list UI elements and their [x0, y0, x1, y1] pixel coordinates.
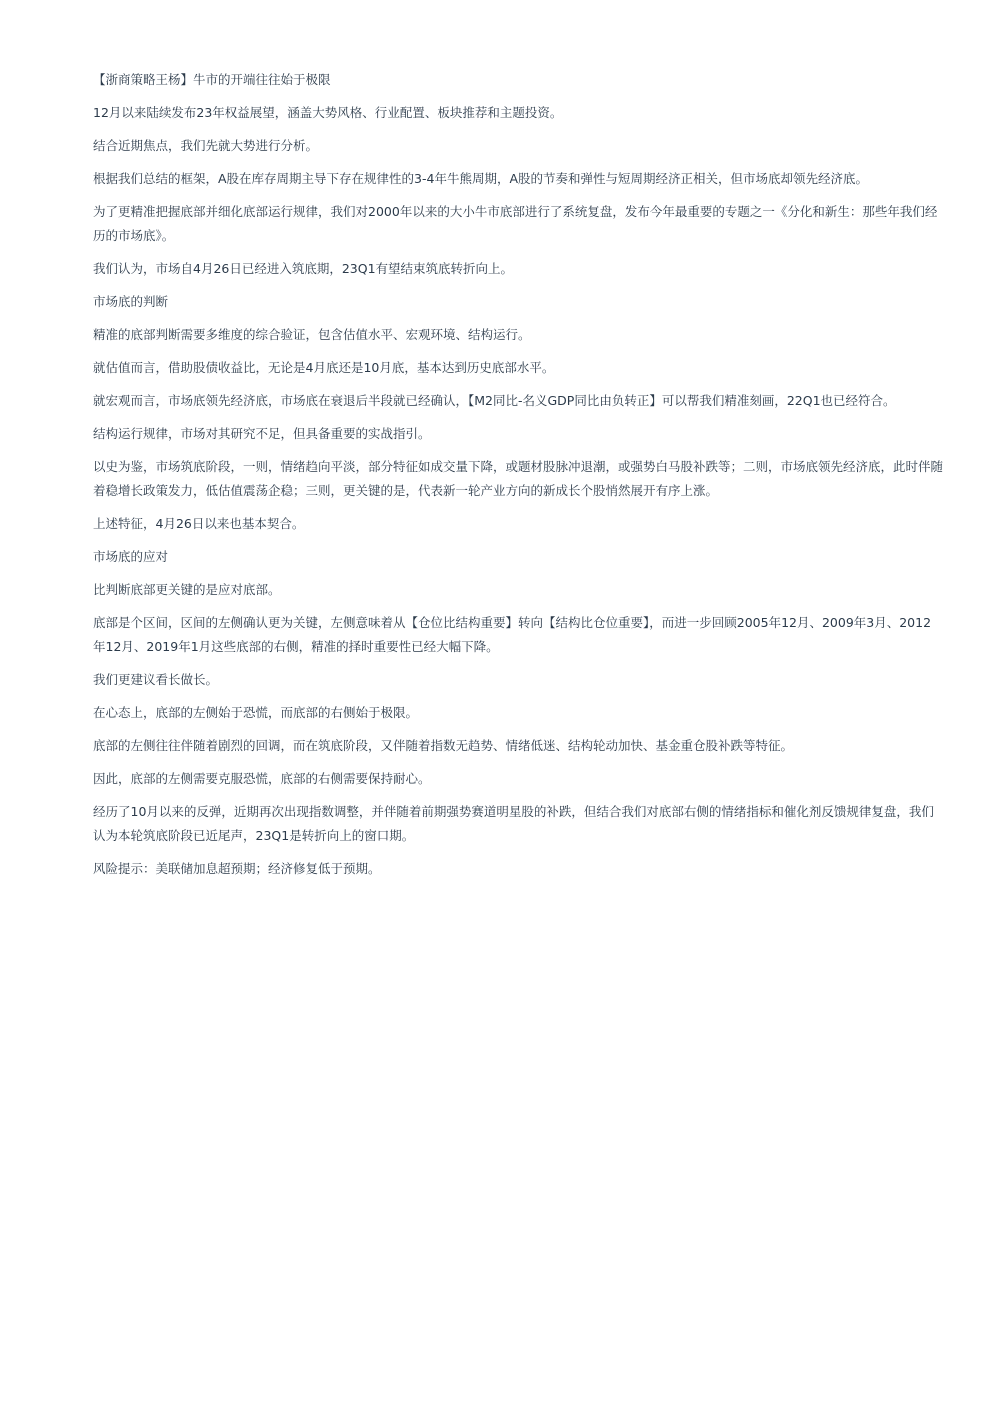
paragraph: 比判断底部更关键的是应对底部。 [93, 582, 281, 597]
section-heading: 市场底的应对 [93, 549, 169, 564]
paragraph: 为了更精准把握底部并细化底部运行规律，我们对2000年以来的大小牛市底部进行了系统复盘，发布今年最重要的专题之一《分化和新生：那些年我们经历的市场底》。 [93, 204, 938, 243]
paragraph: 就宏观而言，市场底领先经济底，市场底在衰退后半段就已经确认，【M2同比-名义GDP同比由负转正】可以帮我们精准刻画，22Q1也已经符合。 [93, 393, 896, 408]
paragraph: 经历了10月以来的反弹，近期再次出现指数调整，并伴随着前期强势赛道明星股的补跌，但结合我们对底部右侧的情绪指标和催化剂反馈规律复盘，我们认为本轮筑底阶段已近尾声，23Q1是转折向上的窗口期。 [93, 804, 934, 843]
document-title: 【浙商策略王杨】牛市的开端往往始于极限 [93, 72, 331, 87]
paragraph: 因此，底部的左侧需要克服恐慌，底部的右侧需要保持耐心。 [93, 771, 431, 786]
paragraph: 上述特征，4月26日以来也基本契合。 [93, 516, 305, 531]
paragraph: 精准的底部判断需要多维度的综合验证，包含估值水平、宏观环境、结构运行。 [93, 327, 531, 342]
paragraph: 根据我们总结的框架，A股在库存周期主导下存在规律性的3-4年牛熊周期，A股的节奏和弹性与短周期经济正相关，但市场底却领先经济底。 [93, 171, 869, 186]
paragraph: 以史为鉴，市场筑底阶段，一则，情绪趋向平淡，部分特征如成交量下降，或题材股脉冲退潮，或强势白马股补跌等；二则，市场底领先经济底，此时伴随着稳增长政策发力，低估值震荡企稳；三则，更关键的是，代表新一轮产业方向的新成长个股悄然展开有序上涨。 [93, 459, 944, 498]
paragraph: 结构运行规律，市场对其研究不足，但具备重要的实战指引。 [93, 426, 431, 441]
document-body [93, 68, 943, 890]
paragraph: 底部是个区间，区间的左侧确认更为关键，左侧意味着从【仓位比结构重要】转向【结构比仓位重要】，而进一步回顾2005年12月、2009年3月、2012年12月、2019年1月这些底部的右侧，精准的择时重要性已经大幅下降。 [93, 615, 932, 654]
risk-warning: 风险提示：美联储加息超预期；经济修复低于预期。 [93, 861, 381, 876]
paragraph: 12月以来陆续发布23年权益展望，涵盖大势风格、行业配置、板块推荐和主题投资。 [93, 105, 563, 120]
paragraph: 我们认为，市场自4月26日已经进入筑底期，23Q1有望结束筑底转折向上。 [93, 261, 514, 276]
paragraph: 底部的左侧往往伴随着剧烈的回调，而在筑底阶段，又伴随着指数无趋势、情绪低迷、结构轮动加快、基金重仓股补跌等特征。 [93, 738, 794, 753]
paragraph: 我们更建议看长做长。 [93, 672, 219, 687]
paragraph: 结合近期焦点，我们先就大势进行分析。 [93, 138, 319, 153]
paragraph: 在心态上，底部的左侧始于恐慌，而底部的右侧始于极限。 [93, 705, 419, 720]
paragraph: 就估值而言，借助股债收益比，无论是4月底还是10月底，基本达到历史底部水平。 [93, 360, 555, 375]
section-heading: 市场底的判断 [93, 294, 169, 309]
